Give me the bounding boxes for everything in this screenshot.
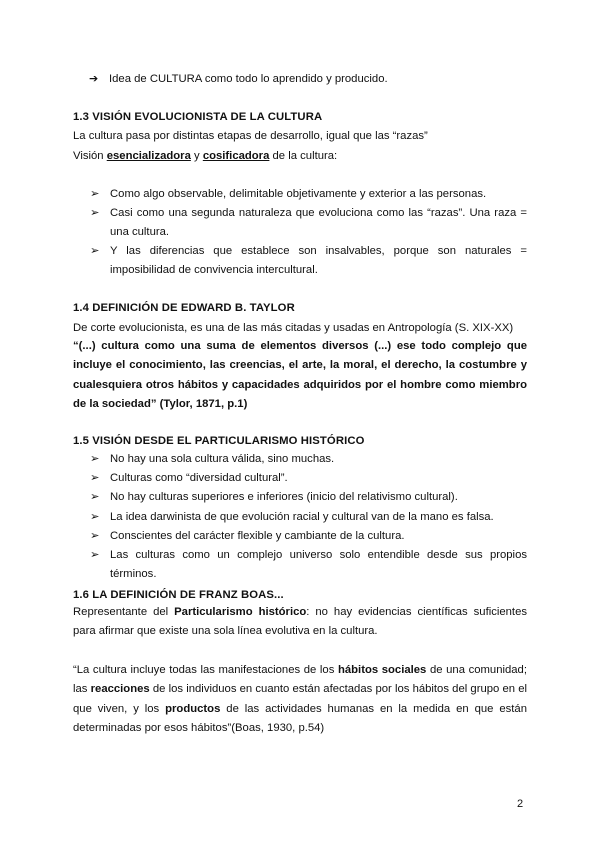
vision-prefix: Visión [73, 150, 104, 162]
list-item [90, 508, 527, 527]
boas-p1-a: Representante del [73, 606, 169, 618]
boas-quote [73, 661, 527, 738]
taylor-quote: “(...) cultura como una suma de elementos diversos (...) ese todo complejo que incluye el conocimiento, las creencias, el arte, la moral, el derecho, la costumbre y cualesquiera otros hábitos y capacidades adquiridos por el hombre como miembro de la sociedad” (Tylor, 1871, p.1) [73, 340, 527, 410]
bullet-arrow-icon: ➢ [90, 472, 100, 484]
bullet-arrow-icon: ➢ [90, 207, 100, 219]
bullet-arrow-icon: ➢ [90, 188, 100, 200]
bullet-arrow-icon: ➢ [90, 511, 100, 523]
list-item-text: Conscientes del carácter flexible y cambiante de la cultura. [110, 530, 405, 542]
section-1-5-title: 1.5 VISIÓN DESDE EL PARTICULARISMO HISTÓRICO [73, 435, 365, 447]
bullet-arrow-icon: ➢ [90, 453, 100, 465]
boas-q-e: de los individuos en cuanto están afectadas por los hábitos del grupo en el que viven, y los [73, 683, 528, 715]
section-1-3-title: 1.3 VISIÓN EVOLUCIONISTA DE LA CULTURA [73, 111, 323, 123]
list-item-text: Como algo observable, delimitable objetivamente y exterior a las personas. [110, 188, 487, 200]
cosificadora-term: cosificadora [202, 150, 270, 162]
boas-q-a: “La cultura incluye todas las manifestaciones de los [73, 664, 335, 676]
bullet-arrow-icon: ➢ [90, 549, 100, 561]
section-1-4-title: 1.4 DEFINICIÓN DE EDWARD B. TAYLOR [73, 302, 295, 314]
arrow-icon: ➔ [89, 73, 99, 85]
intro-bullet-text: Idea de CULTURA como todo lo aprendido y producido. [109, 73, 388, 85]
section-1-3-vision-line [73, 149, 337, 163]
list-item [90, 469, 527, 488]
esencializadora-term: esencializadora [106, 150, 191, 162]
boas-p1-c: : no hay evidencias científicas suficientes para afirmar que existe una sola línea evolutiva en la cultura. [73, 606, 528, 638]
list-item-text: No hay culturas superiores e inferiores (inicio del relativismo cultural). [110, 491, 458, 503]
list-item [90, 527, 527, 546]
bullet-arrow-icon: ➢ [90, 245, 100, 257]
bullet-arrow-icon: ➢ [90, 491, 100, 503]
list-item [90, 242, 527, 280]
vision-y: y [194, 150, 200, 162]
habitos-sociales-term: hábitos sociales [337, 664, 427, 676]
boas-q-c: de una comunidad; las [73, 664, 527, 696]
page-number: 2 [517, 798, 524, 810]
section-1-3-line1: La cultura pasa por distintas etapas de desarrollo, igual que las “razas” [73, 130, 428, 142]
boas-paragraph [73, 603, 527, 642]
list-item-text: La idea darwinista de que evolución racial y cultural van de la mano es falsa. [110, 511, 494, 523]
list-item [90, 488, 527, 507]
bullet-arrow-icon: ➢ [90, 530, 100, 542]
list-item [90, 204, 527, 242]
reacciones-term: reacciones [90, 683, 150, 696]
particularismo-term: Particularismo histórico [174, 606, 307, 618]
list-item [90, 450, 527, 469]
list-item-text: Las culturas como un complejo universo solo entendible desde sus propios términos. [110, 549, 527, 580]
boas-q-g: de las actividades humanas en la medida en que están determinadas por esos hábitos”(Boas, 1930, p.54) [73, 702, 527, 734]
section-1-6-title: 1.6 LA DEFINICIÓN DE FRANZ BOAS... [73, 589, 284, 601]
list-item-text: Casi como una segunda naturaleza que evoluciona como las “razas”. Una raza = una cultura. [110, 207, 527, 238]
list-item-text: Y las diferencias que establece son insalvables, porque son naturales = imposibilidad de convivencia intercultural. [110, 245, 527, 276]
list-item-text: No hay una sola cultura válida, sino muchas. [110, 453, 335, 465]
productos-term: productos [165, 702, 221, 715]
list-item [90, 185, 527, 204]
list-item [90, 546, 527, 580]
vision-suffix: de la cultura: [272, 150, 338, 162]
list-item-text: Culturas como “diversidad cultural”. [110, 472, 288, 484]
section-1-4-line1: De corte evolucionista, es una de las más citadas y usadas en Antropología (S. XIX-XX) [73, 322, 514, 334]
